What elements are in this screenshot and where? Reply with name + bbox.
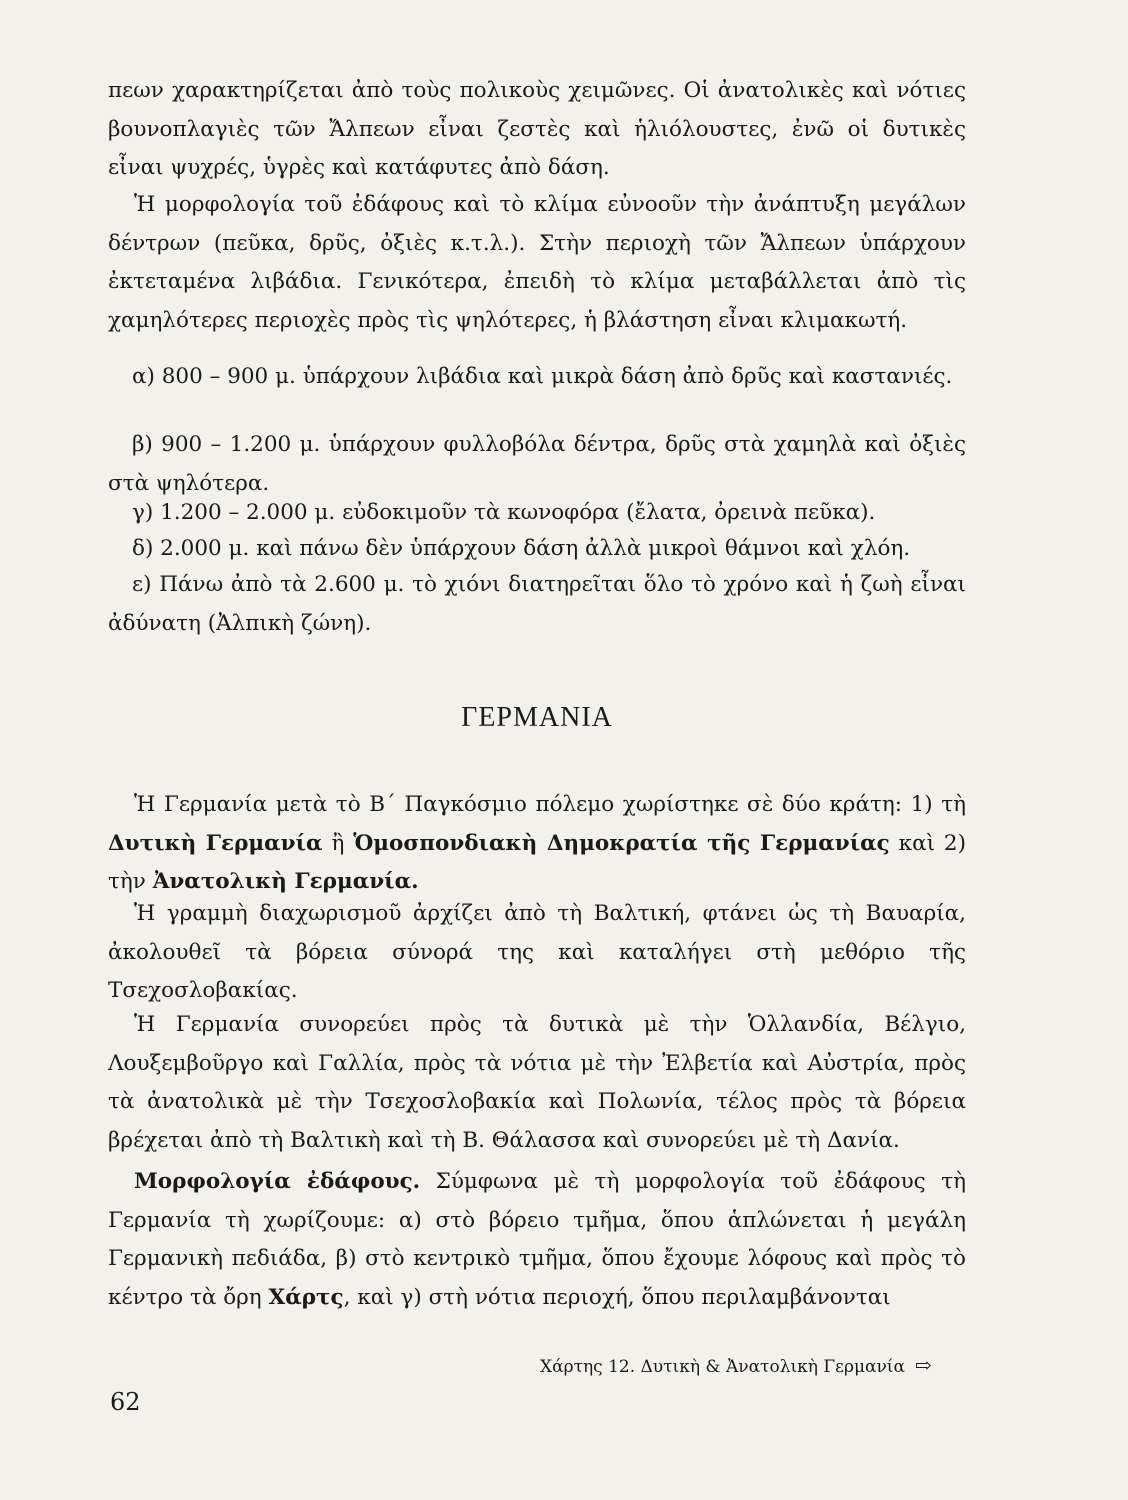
page-number: 62 (110, 1388, 141, 1416)
list-item-e: ε) Πάνω ἀπὸ τὰ 2.600 μ. τὸ χιόνι διατηρεῖται ὅλο τὸ χρόνο καὶ ἡ ζωὴ εἶναι ἀδύνατη (Ἀλπικὴ ζώνη). (108, 572, 966, 636)
paragraph-germany-division: Ἡ Γερμανία μετὰ τὸ Β΄ Παγκόσμιο πόλεμο χωρίστηκε σὲ δύο κράτη: 1) τὴ Δυτικὴ Γερμανία ἢ Ὁμοσπονδιακὴ Δημοκρατία τῆς Γερμανίας καὶ 2) τὴν Ἀνατολικὴ Γερμανία. (108, 792, 966, 894)
list-item-d: δ) 2.000 μ. καὶ πάνω δὲν ὑπάρχουν δάση ἀλλὰ μικροὶ θάμνοι καὶ χλόη. (132, 536, 911, 561)
section-heading-germany: ΓΕΡΜΑΝΙΑ (461, 702, 613, 733)
arrow-right-icon: ⇨ (914, 1353, 932, 1377)
bold-east-germany: Ἀνατολικὴ Γερμανία. (152, 869, 419, 894)
bold-west-germany: Δυτικὴ Γερμανία (108, 830, 323, 856)
paragraph-alps-vegetation: Ἡ μορφολογία τοῦ ἐδάφους καὶ τὸ κλίμα εὐνοοῦν τὴν ἀνάπτυξη μεγάλων δέντρων (πεῦκα, δρῦς, ὀξιὲς κ.τ.λ.). Στὴν περιοχὴ τῶν Ἄλπεων ὑπάρχουν ἐκτεταμένα λιβάδια. Γενικότερα, ἐπειδὴ τὸ κλίμα μεταβάλλεται ἀπὸ τὶς χαμηλότερες περιοχὲς πρὸς τὶς ψηλότερες, ἡ βλάστηση εἶναι κλιμακωτή. (108, 192, 966, 333)
paragraph-borders: Ἡ Γερμανία συνορεύει πρὸς τὰ δυτικὰ μὲ τὴν Ὁλλανδία, Βέλγιο, Λουξεμβοῦργο καὶ Γαλλία, πρὸς τὰ νότια μὲ τὴν Ἐλβετία καὶ Αὐστρία, πρὸς τὰ ἀνατολικὰ μὲ τὴν Τσεχοσλοβακία καὶ Πολωνία, τέλος πρὸς τὰ βόρεια βρέχεται ἀπὸ τὴ Βαλτικὴ καὶ τὴ Β. Θάλασσα καὶ συνορεύει μὲ τὴ Δανία. (108, 1012, 966, 1153)
bold-harz: Χάρτς (268, 1284, 344, 1310)
map-caption-text: Χάρτης 12. Δυτικὴ & Ἀνατολικὴ Γερμανία (540, 1357, 905, 1377)
paragraph-morphology: Μορφολογία ἐδάφους. Σύμφωνα μὲ τὴ μορφολογία τοῦ ἐδάφους τὴ Γερμανία τὴ χωρίζουμε: α) στὸ βόρειο τμῆμα, ὅπου ἁπλώνεται ἡ μεγάλη Γερμανικὴ πεδιάδα, β) στὸ κεντρικὸ τμῆμα, ὅπου ἔχουμε λόφους καὶ πρὸς τὸ κέντρο τὰ ὄρη Χάρτς, καὶ γ) στὴ νότια περιοχή, ὅπου περιλαμβάνονται (108, 1169, 966, 1310)
list-item-a: α) 800 – 900 μ. ὑπάρχουν λιβάδια καὶ μικρὰ δάση ἀπὸ δρῦς καὶ καστανιές. (132, 364, 953, 389)
list-item-b: β) 900 – 1.200 μ. ὑπάρχουν φυλλοβόλα δέντρα, δρῦς στὰ χαμηλὰ καὶ ὀξιὲς στὰ ψηλότερα. (108, 432, 966, 496)
bold-federal-republic: Ὁμοσπονδιακὴ Δημοκρατία τῆς Γερμανίας (353, 830, 890, 856)
paragraph-alps-slopes: πεων χαρακτηρίζεται ἀπὸ τοὺς πολικοὺς χειμῶνες. Οἱ ἀνατολικὲς καὶ νότιες βουνοπλαγιὲς τῶν Ἄλπεων εἶναι ζεστὲς καὶ ἡλιόλουστες, ἐνῶ οἱ δυτικὲς εἶναι ψυχρές, ὑγρὲς καὶ κατάφυτες ἀπὸ δάση. (108, 78, 966, 180)
map-caption (540, 1353, 932, 1377)
bold-morphology-heading: Μορφολογία ἐδάφους. (134, 1169, 421, 1194)
paragraph-dividing-line: Ἡ γραμμὴ διαχωρισμοῦ ἀρχίζει ἀπὸ τὴ Βαλτική, φτάνει ὡς τὴ Βαυαρία, ἀκολουθεῖ τὰ βόρεια σύνορά της καὶ καταλήγει στὴ μεθόριο τῆς Τσεχοσλοβακίας. (108, 901, 966, 1003)
list-item-c: γ) 1.200 – 2.000 μ. εὐδοκιμοῦν τὰ κωνοφόρα (ἔλατα, ὀρεινὰ πεῦκα). (132, 500, 876, 525)
